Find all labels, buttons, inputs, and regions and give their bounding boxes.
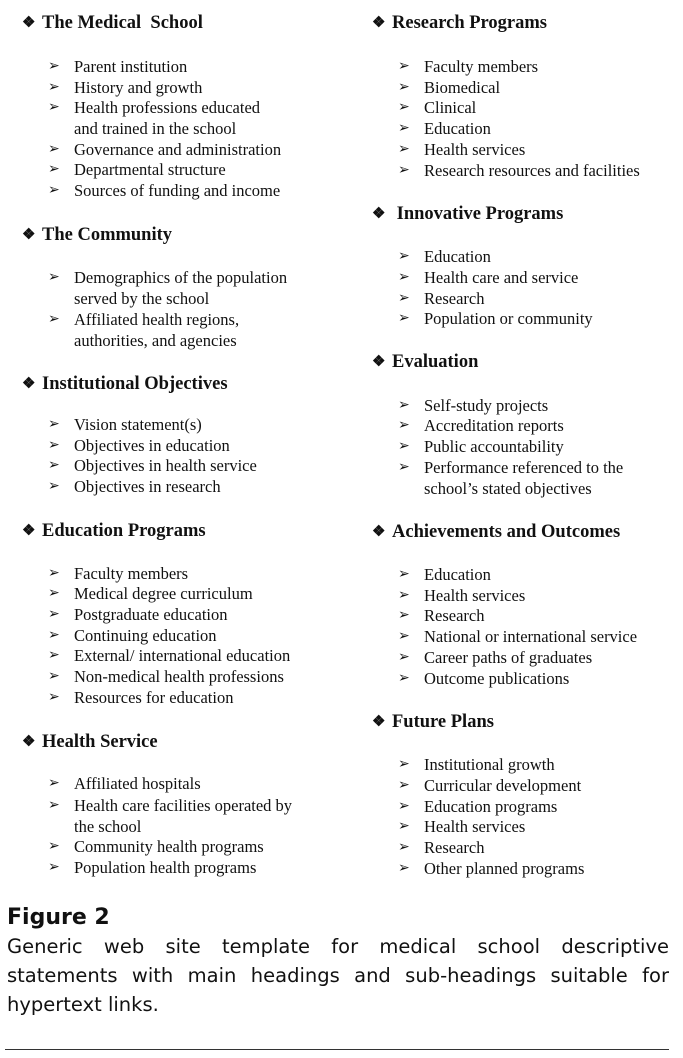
section-heading-text: Health Service bbox=[42, 732, 158, 752]
sub-heading-label: Health services bbox=[424, 817, 526, 836]
footer-divider bbox=[5, 1049, 669, 1050]
sub-heading-label: Education bbox=[424, 565, 491, 584]
sub-heading-label: Education bbox=[424, 247, 491, 266]
diamond-bullet-icon: ❖ bbox=[372, 354, 386, 370]
arrow-bullet-icon: ➢ bbox=[398, 861, 410, 876]
sub-heading-label: Research bbox=[424, 606, 485, 625]
arrow-bullet-icon: ➢ bbox=[48, 839, 60, 854]
sub-heading-label: Biomedical bbox=[424, 78, 501, 97]
arrow-bullet-icon: ➢ bbox=[48, 860, 60, 875]
arrow-bullet-icon: ➢ bbox=[398, 80, 410, 95]
sub-heading-label: Health services bbox=[424, 140, 526, 159]
section-heading[interactable] bbox=[22, 373, 228, 395]
section-heading[interactable] bbox=[372, 351, 478, 373]
section-heading-text: Institutional Objectives bbox=[42, 374, 228, 394]
figure-label: Figure 2 bbox=[7, 905, 110, 930]
sub-heading-label: Affiliated health regions, authorities, and agencies bbox=[74, 310, 240, 350]
sub-heading-label: Faculty members bbox=[74, 564, 189, 583]
section-heading[interactable] bbox=[22, 224, 172, 246]
arrow-bullet-icon: ➢ bbox=[48, 628, 60, 643]
sub-heading-label: Vision statement(s) bbox=[74, 415, 202, 434]
sub-heading-label: Objectives in education bbox=[74, 436, 230, 455]
arrow-bullet-icon: ➢ bbox=[48, 270, 60, 285]
arrow-bullet-icon: ➢ bbox=[398, 799, 410, 814]
diamond-bullet-icon: ❖ bbox=[372, 206, 386, 222]
arrow-bullet-icon: ➢ bbox=[48, 798, 60, 813]
arrow-bullet-icon: ➢ bbox=[48, 586, 60, 601]
sub-heading-label: Population health programs bbox=[74, 858, 257, 877]
sub-heading-label: Public accountability bbox=[424, 437, 564, 456]
arrow-bullet-icon: ➢ bbox=[48, 607, 60, 622]
section-heading-text: The Community bbox=[42, 225, 173, 245]
sub-heading-label: Faculty members bbox=[424, 57, 539, 76]
sub-heading-label: Research bbox=[424, 838, 485, 857]
arrow-bullet-icon: ➢ bbox=[48, 648, 60, 663]
diamond-bullet-icon: ❖ bbox=[22, 227, 36, 243]
arrow-bullet-icon: ➢ bbox=[398, 163, 410, 178]
arrow-bullet-icon: ➢ bbox=[398, 291, 410, 306]
sub-heading-label: Health services bbox=[424, 586, 526, 605]
arrow-bullet-icon: ➢ bbox=[398, 650, 410, 665]
sub-heading-label: External/ international education bbox=[74, 646, 291, 665]
arrow-bullet-icon: ➢ bbox=[398, 778, 410, 793]
diamond-bullet-icon: ❖ bbox=[22, 523, 36, 539]
arrow-bullet-icon: ➢ bbox=[48, 458, 60, 473]
arrow-bullet-icon: ➢ bbox=[398, 608, 410, 623]
arrow-bullet-icon: ➢ bbox=[48, 669, 60, 684]
section-heading-text: Research Programs bbox=[392, 13, 547, 33]
sub-heading-label: Research resources and facilities bbox=[424, 161, 640, 180]
arrow-bullet-icon: ➢ bbox=[398, 567, 410, 582]
sub-heading-label: Education programs bbox=[424, 797, 558, 816]
arrow-bullet-icon: ➢ bbox=[398, 439, 410, 454]
sub-heading-label: Education bbox=[424, 119, 491, 138]
arrow-bullet-icon: ➢ bbox=[48, 690, 60, 705]
sub-heading-label: Other planned programs bbox=[424, 859, 585, 878]
sub-heading-label: Resources for education bbox=[74, 688, 234, 707]
section-heading[interactable] bbox=[22, 12, 203, 34]
sub-heading-label: Research bbox=[424, 289, 485, 308]
sub-heading-label: Sources of funding and income bbox=[74, 181, 281, 200]
arrow-bullet-icon: ➢ bbox=[48, 183, 60, 198]
arrow-bullet-icon: ➢ bbox=[398, 840, 410, 855]
arrow-bullet-icon: ➢ bbox=[48, 566, 60, 581]
sub-heading-label: Accreditation reports bbox=[424, 416, 564, 435]
arrow-bullet-icon: ➢ bbox=[398, 629, 410, 644]
sub-heading-label: Career paths of graduates bbox=[424, 648, 593, 667]
arrow-bullet-icon: ➢ bbox=[398, 100, 410, 115]
section-heading[interactable] bbox=[372, 203, 563, 225]
arrow-bullet-icon: ➢ bbox=[398, 418, 410, 433]
arrow-bullet-icon: ➢ bbox=[398, 249, 410, 264]
section-heading-text: Future Plans bbox=[392, 712, 494, 732]
section-heading[interactable] bbox=[22, 731, 158, 753]
sub-heading-label: Demographics of the population served by the school bbox=[74, 268, 288, 308]
sub-heading-label: Affiliated hospitals bbox=[74, 774, 201, 793]
arrow-bullet-icon: ➢ bbox=[398, 588, 410, 603]
arrow-bullet-icon: ➢ bbox=[48, 417, 60, 432]
arrow-bullet-icon: ➢ bbox=[398, 121, 410, 136]
figure-caption-block bbox=[7, 905, 669, 1019]
sub-heading-label: Performance referenced to the school’s stated objectives bbox=[424, 458, 624, 498]
arrow-bullet-icon: ➢ bbox=[48, 142, 60, 157]
sub-heading-label: Outcome publications bbox=[424, 669, 570, 688]
arrow-bullet-icon: ➢ bbox=[398, 671, 410, 686]
section-heading[interactable] bbox=[22, 520, 206, 542]
diamond-bullet-icon: ❖ bbox=[372, 15, 386, 31]
section-heading[interactable] bbox=[372, 711, 494, 733]
sub-heading-label: Objectives in health service bbox=[74, 456, 257, 475]
sub-heading-label: Parent institution bbox=[74, 57, 188, 76]
sub-heading-label: National or international service bbox=[424, 627, 638, 646]
sub-heading-label: Objectives in research bbox=[74, 477, 221, 496]
section-heading[interactable] bbox=[372, 12, 547, 34]
arrow-bullet-icon: ➢ bbox=[48, 59, 60, 74]
section-heading-text: Evaluation bbox=[392, 352, 479, 372]
sub-heading-label: Departmental structure bbox=[74, 160, 226, 179]
sub-heading-label: Medical degree curriculum bbox=[74, 584, 253, 603]
diamond-bullet-icon: ❖ bbox=[22, 15, 36, 31]
sub-heading-label: Continuing education bbox=[74, 626, 217, 645]
arrow-bullet-icon: ➢ bbox=[48, 80, 60, 95]
sub-heading-label: Non-medical health professions bbox=[74, 667, 284, 686]
arrow-bullet-icon: ➢ bbox=[398, 142, 410, 157]
sub-heading-label: Health care facilities operated by the school bbox=[74, 796, 293, 836]
arrow-bullet-icon: ➢ bbox=[398, 398, 410, 413]
arrow-bullet-icon: ➢ bbox=[48, 479, 60, 494]
arrow-bullet-icon: ➢ bbox=[398, 311, 410, 326]
arrow-bullet-icon: ➢ bbox=[48, 312, 60, 327]
section-heading[interactable] bbox=[372, 521, 620, 543]
sub-heading-label: Health professions educated and trained in the school bbox=[74, 98, 261, 138]
sub-heading-label: Community health programs bbox=[74, 837, 264, 856]
sub-heading-label: History and growth bbox=[74, 78, 203, 97]
arrow-bullet-icon: ➢ bbox=[48, 438, 60, 453]
section-heading-text: Achievements and Outcomes bbox=[392, 522, 621, 542]
diamond-bullet-icon: ❖ bbox=[22, 734, 36, 750]
sub-heading-label: Postgraduate education bbox=[74, 605, 228, 624]
section-heading-text: Innovative Programs bbox=[392, 204, 564, 224]
sub-heading-label: Population or community bbox=[424, 309, 593, 328]
diamond-bullet-icon: ❖ bbox=[22, 376, 36, 392]
arrow-bullet-icon: ➢ bbox=[398, 819, 410, 834]
sub-heading-label: Self-study projects bbox=[424, 396, 549, 415]
section-heading-text: The Medical School bbox=[42, 13, 203, 33]
sub-heading-label: Clinical bbox=[424, 98, 477, 117]
section-heading-text: Education Programs bbox=[42, 521, 206, 541]
arrow-bullet-icon: ➢ bbox=[48, 100, 60, 115]
diamond-bullet-icon: ❖ bbox=[372, 524, 386, 540]
diamond-bullet-icon: ❖ bbox=[372, 714, 386, 730]
sub-heading-label: Governance and administration bbox=[74, 140, 282, 159]
figure-caption: Generic web site template for medical school descriptive statements with main headings and sub-headings suitable for hypertext links. bbox=[7, 935, 669, 1016]
arrow-bullet-icon: ➢ bbox=[48, 776, 60, 791]
arrow-bullet-icon: ➢ bbox=[48, 162, 60, 177]
sub-heading-label: Curricular development bbox=[424, 776, 582, 795]
sub-heading-label: Institutional growth bbox=[424, 755, 555, 774]
arrow-bullet-icon: ➢ bbox=[398, 460, 410, 475]
sub-heading-label: Health care and service bbox=[424, 268, 579, 287]
arrow-bullet-icon: ➢ bbox=[398, 757, 410, 772]
arrow-bullet-icon: ➢ bbox=[398, 270, 410, 285]
arrow-bullet-icon: ➢ bbox=[398, 59, 410, 74]
